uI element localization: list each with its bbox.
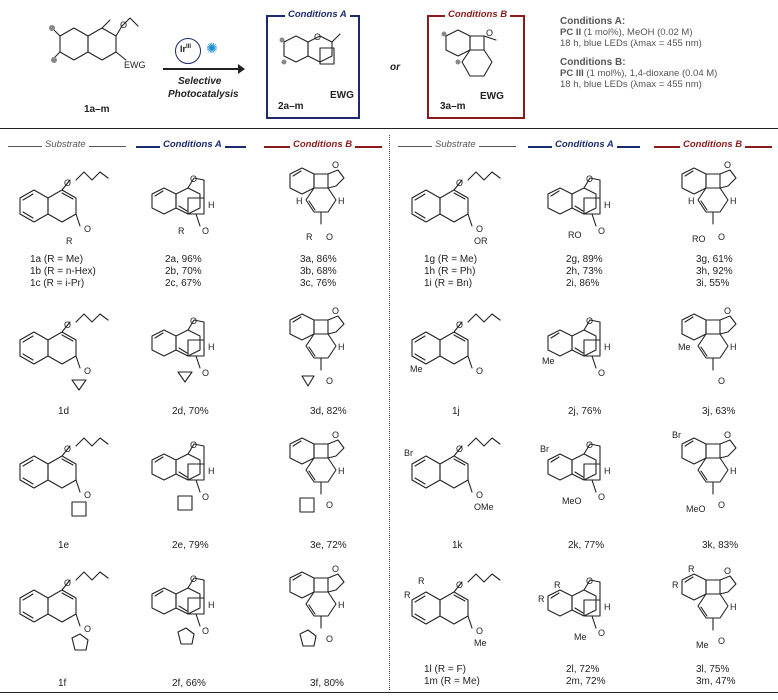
- top-scheme: [0, 0, 778, 128]
- reaction-arrow: [163, 68, 241, 70]
- product-3g-structure: [682, 160, 762, 250]
- svg-text:O: O: [120, 20, 128, 30]
- conditions-a-heading: Conditions A:: [560, 16, 626, 27]
- svg-text:O: O: [202, 626, 210, 636]
- svg-text:H: H: [730, 466, 737, 476]
- svg-text:O: O: [598, 226, 606, 236]
- substrate-1d-structure: [20, 312, 115, 402]
- product-2f-structure: [152, 570, 232, 670]
- product-2a-yields: 2a, 96% 2b, 70% 2c, 67%: [165, 254, 202, 289]
- svg-text:Me: Me: [696, 640, 709, 650]
- product-3f-yield: 3f, 80%: [310, 678, 344, 689]
- svg-text:O: O: [326, 232, 334, 242]
- product-3l-yields: 3l, 75% 3m, 47%: [696, 664, 736, 687]
- svg-text:O: O: [598, 368, 606, 378]
- svg-text:O: O: [64, 178, 72, 188]
- product-2j-structure: [542, 312, 628, 402]
- product-2j-yield: 2j, 76%: [568, 406, 602, 417]
- svg-text:O: O: [586, 174, 594, 184]
- product-b-structure: [440, 26, 510, 96]
- conditions-a-line2: 18 h, blue LEDs (λmax = 455 nm): [560, 38, 702, 49]
- product-2g-structure: [548, 170, 628, 250]
- svg-text:RO: RO: [568, 230, 582, 240]
- svg-text:O: O: [456, 320, 464, 330]
- svg-text:O: O: [476, 490, 484, 500]
- header-conditions-a-right: Conditions A: [552, 139, 617, 150]
- svg-text:RO: RO: [692, 234, 706, 244]
- substrate-1g-structure: [412, 170, 507, 250]
- product-3f-structure: [290, 564, 370, 670]
- conditions-b-title: Conditions B: [445, 9, 510, 20]
- svg-text:O: O: [84, 224, 92, 234]
- svg-text:R: R: [538, 594, 545, 604]
- svg-text:O: O: [476, 366, 484, 376]
- svg-text:O: O: [202, 226, 210, 236]
- svg-text:O: O: [586, 440, 594, 450]
- svg-text:H: H: [604, 602, 611, 612]
- svg-text:O: O: [456, 178, 464, 188]
- svg-text:O: O: [64, 444, 72, 454]
- svg-text:Br: Br: [672, 430, 681, 440]
- svg-text:H: H: [208, 342, 215, 352]
- product-a-label: 2a–m: [278, 101, 304, 112]
- product-3j-yield: 3j, 63%: [702, 406, 736, 417]
- catalyst-label: $Ir^{III}$: [180, 44, 192, 54]
- header-substrate-right: Substrate: [432, 139, 479, 150]
- bottom-separator: [0, 692, 778, 693]
- svg-text:O: O: [190, 174, 198, 184]
- starting-material-structure: [40, 14, 146, 94]
- svg-text:MeO: MeO: [686, 504, 706, 514]
- svg-text:O: O: [724, 160, 732, 170]
- svg-text:H: H: [338, 196, 345, 206]
- svg-text:O: O: [724, 430, 732, 440]
- product-2a-structure: [152, 170, 232, 250]
- svg-text:O: O: [332, 430, 340, 440]
- svg-text:H: H: [208, 600, 215, 610]
- svg-text:H: H: [604, 200, 611, 210]
- product-2e-structure: [152, 436, 232, 532]
- substrate-1e-label: 1e: [58, 540, 70, 551]
- arrow-label-1: Selective: [178, 76, 222, 87]
- svg-text:O: O: [326, 376, 334, 386]
- conditions-legend: [560, 16, 775, 90]
- svg-text:R: R: [554, 580, 561, 590]
- product-b-label: 3a–m: [440, 101, 466, 112]
- product-3j-structure: [678, 306, 762, 402]
- product-3l-structure: [672, 564, 762, 662]
- substrate-1l-structure: [404, 572, 507, 668]
- svg-text:O: O: [586, 316, 594, 326]
- svg-text:R: R: [404, 590, 411, 600]
- svg-text:Me: Me: [542, 356, 555, 366]
- svg-text:O: O: [598, 492, 606, 502]
- svg-text:O: O: [314, 32, 322, 42]
- substrate-1d-label: 1d: [58, 406, 70, 417]
- svg-text:O: O: [586, 576, 594, 586]
- start-label: 1a–m: [84, 104, 110, 115]
- svg-text:O: O: [84, 624, 92, 634]
- svg-text:O: O: [476, 224, 484, 234]
- svg-text:OMe: OMe: [474, 502, 494, 512]
- product-3a-yields: 3a, 86% 3b, 68% 3c, 76%: [300, 254, 337, 289]
- svg-text:OR: OR: [474, 236, 488, 246]
- substrate-1j-label: 1j: [452, 406, 460, 417]
- conditions-a-line1: PC II (1 mol%), MeOH (0.02 M): [560, 27, 693, 38]
- conditions-b-line1: PC III (1 mol%), 1,4-dioxane (0.04 M): [560, 68, 718, 79]
- product-3k-structure: [672, 430, 762, 530]
- svg-text:O: O: [486, 28, 494, 38]
- svg-text:O: O: [598, 628, 606, 638]
- svg-text:H: H: [208, 200, 215, 210]
- svg-text:MeO: MeO: [562, 496, 582, 506]
- svg-text:H: H: [338, 466, 345, 476]
- svg-text:H: H: [604, 342, 611, 352]
- substrate-1k-structure: [404, 436, 507, 526]
- light-icon: ✺: [206, 40, 218, 56]
- svg-text:Me: Me: [574, 632, 587, 642]
- substrate-1a-labels: 1a (R = Me) 1b (R = n-Hex) 1c (R = i-Pr): [30, 254, 96, 289]
- svg-text:O: O: [64, 320, 72, 330]
- product-2l-yields: 2l, 72% 2m, 72%: [566, 664, 606, 687]
- product-2d-yield: 2d, 70%: [172, 406, 209, 417]
- svg-text:O: O: [718, 500, 726, 510]
- svg-text:O: O: [718, 636, 726, 646]
- product-3g-yields: 3g, 61% 3h, 92% 3i, 55%: [696, 254, 733, 289]
- substrate-1g-labels: 1g (R = Me) 1h (R = Ph) 1i (R = Bn): [424, 254, 478, 289]
- product-3e-yield: 3e, 72%: [310, 540, 347, 551]
- arrow-label-2: Photocatalysis: [168, 89, 239, 100]
- svg-text:O: O: [724, 306, 732, 316]
- svg-text:O: O: [718, 232, 726, 242]
- center-divider: [389, 135, 390, 690]
- svg-text:H: H: [338, 600, 345, 610]
- substrate-1j-structure: [412, 312, 507, 402]
- conditions-a-title: Conditions A: [285, 9, 350, 20]
- product-2d-structure: [152, 312, 232, 402]
- svg-text:R: R: [418, 576, 425, 586]
- product-2g-yields: 2g, 89% 2h, 73% 2i, 86%: [566, 254, 603, 289]
- reaction-arrow-head: [238, 64, 245, 74]
- product-a-structure: [278, 28, 348, 98]
- svg-text:O: O: [718, 376, 726, 386]
- header-substrate-left: Substrate: [42, 139, 89, 150]
- svg-text:H: H: [604, 466, 611, 476]
- svg-text:O: O: [332, 564, 340, 574]
- svg-text:Me: Me: [678, 342, 691, 352]
- substrate-1l-labels: 1l (R = F) 1m (R = Me): [424, 664, 480, 687]
- svg-text:O: O: [326, 500, 334, 510]
- svg-text:O: O: [724, 566, 732, 576]
- product-3a-structure: [290, 160, 370, 250]
- conditions-b-line2: 18 h, blue LEDs (λmax = 455 nm): [560, 79, 702, 90]
- product-2k-yield: 2k, 77%: [568, 540, 605, 551]
- svg-text:Br: Br: [404, 448, 413, 458]
- svg-text:O: O: [190, 316, 198, 326]
- svg-text:O: O: [326, 634, 334, 644]
- header-conditions-b-left: Conditions B: [290, 139, 355, 150]
- svg-text:R: R: [178, 226, 185, 236]
- product-2k-structure: [540, 436, 628, 532]
- product-2f-yield: 2f, 66%: [172, 678, 206, 689]
- product-3d-yield: 3d, 82%: [310, 406, 347, 417]
- svg-text:O: O: [332, 306, 340, 316]
- product-3e-structure: [290, 430, 370, 530]
- product-b-ewg: EWG: [480, 91, 504, 102]
- substrate-1f-structure: [20, 570, 115, 666]
- top-separator: [0, 128, 778, 129]
- svg-text:R: R: [672, 580, 679, 590]
- svg-text:Me: Me: [474, 638, 487, 648]
- svg-text:H: H: [208, 466, 215, 476]
- svg-text:Br: Br: [540, 444, 549, 454]
- header-conditions-a-left: Conditions A: [160, 139, 225, 150]
- svg-text:H: H: [688, 196, 695, 206]
- svg-text:O: O: [202, 492, 210, 502]
- product-2e-yield: 2e, 79%: [172, 540, 209, 551]
- svg-text:Me: Me: [410, 364, 423, 374]
- svg-text:O: O: [332, 160, 340, 170]
- svg-text:H: H: [296, 196, 303, 206]
- svg-text:R: R: [688, 564, 695, 574]
- svg-text:O: O: [476, 626, 484, 636]
- svg-text:H: H: [730, 342, 737, 352]
- svg-text:O: O: [84, 490, 92, 500]
- substrate-1f-label: 1f: [58, 678, 67, 689]
- svg-text:R: R: [306, 232, 313, 242]
- svg-text:O: O: [456, 580, 464, 590]
- product-2l-structure: [538, 572, 628, 668]
- svg-text:O: O: [190, 440, 198, 450]
- svg-text:H: H: [730, 602, 737, 612]
- svg-text:O: O: [190, 574, 198, 584]
- svg-text:O: O: [84, 366, 92, 376]
- product-3k-yield: 3k, 83%: [702, 540, 739, 551]
- header-conditions-b-right: Conditions B: [680, 139, 745, 150]
- svg-text:R: R: [66, 236, 73, 246]
- substrate-1k-label: 1k: [452, 540, 463, 551]
- product-3d-structure: [290, 306, 370, 402]
- product-a-ewg: EWG: [330, 90, 354, 101]
- or-text: or: [390, 62, 400, 73]
- svg-text:H: H: [338, 342, 345, 352]
- svg-text:O: O: [456, 444, 464, 454]
- substrate-1e-structure: [20, 436, 115, 526]
- svg-text:EWG: EWG: [124, 60, 146, 70]
- svg-text:O: O: [64, 578, 72, 588]
- svg-text:O: O: [202, 368, 210, 378]
- conditions-b-heading: Conditions B:: [560, 57, 626, 68]
- svg-text:H: H: [730, 196, 737, 206]
- substrate-1a-structure: [20, 170, 115, 250]
